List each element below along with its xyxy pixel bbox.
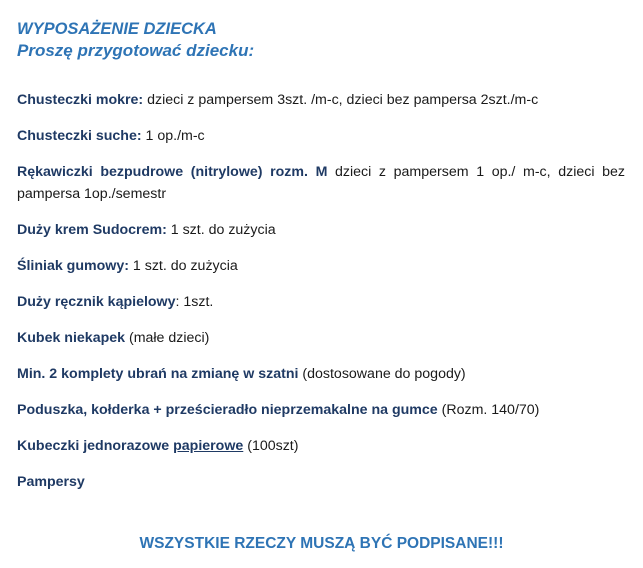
item-text: (100szt) xyxy=(243,438,299,454)
list-item xyxy=(17,399,625,421)
item-text: (Rozm. 140/70) xyxy=(437,402,540,418)
item-label: Chusteczki suche: xyxy=(17,128,142,144)
item-label: Pampersy xyxy=(17,474,85,490)
list-item xyxy=(17,161,625,205)
item-label-underlined: papierowe xyxy=(173,438,244,454)
item-label: Kubeczki jednorazowe xyxy=(17,438,174,454)
item-text: 1 op./m-c xyxy=(141,128,205,144)
footer-notice: WSZYSTKIE RZECZY MUSZĄ BYĆ PODPISANE!!! xyxy=(139,534,504,552)
item-text: dzieci z pampersem 1 op./ m-c, dzieci bez pampersa 1op./semestr xyxy=(17,164,625,202)
list-item xyxy=(17,363,625,385)
document-subtitle: Proszę przygotować dziecku: xyxy=(17,41,255,60)
document-title: WYPOSAŻENIE DZIECKA xyxy=(17,20,217,38)
list-item xyxy=(17,291,625,313)
list-item xyxy=(17,219,625,241)
list-item xyxy=(17,89,625,111)
item-text: 1 szt. do zużycia xyxy=(166,222,276,238)
item-label: Min. 2 komplety ubrań na zmianę w szatni xyxy=(17,366,299,382)
item-list xyxy=(17,89,625,493)
item-label: Śliniak gumowy: xyxy=(17,258,129,274)
item-label: Duży krem Sudocrem: xyxy=(17,222,167,238)
list-item xyxy=(17,435,625,457)
item-label: Duży ręcznik kąpielowy xyxy=(17,294,176,310)
document-body xyxy=(17,18,625,507)
list-item xyxy=(17,125,625,147)
item-text: (małe dzieci) xyxy=(125,330,210,346)
item-text: 1 szt. do zużycia xyxy=(128,258,238,274)
item-label: Rękawiczki bezpudrowe (nitrylowe) rozm. M xyxy=(17,164,328,180)
item-text: (dostosowane do pogody) xyxy=(298,366,466,382)
item-text: dzieci z pampersem 3szt. /m-c, dzieci bez pampersa 2szt./m-c xyxy=(143,92,539,108)
item-text: : 1szt. xyxy=(175,294,214,310)
item-label: Kubek niekapek xyxy=(17,330,126,346)
item-label: Poduszka, kołderka + prześcieradło nieprzemakalne na gumce xyxy=(17,402,438,418)
list-item xyxy=(17,327,625,349)
list-item xyxy=(17,471,625,493)
item-label: Chusteczki mokre: xyxy=(17,92,144,108)
list-item xyxy=(17,255,625,277)
